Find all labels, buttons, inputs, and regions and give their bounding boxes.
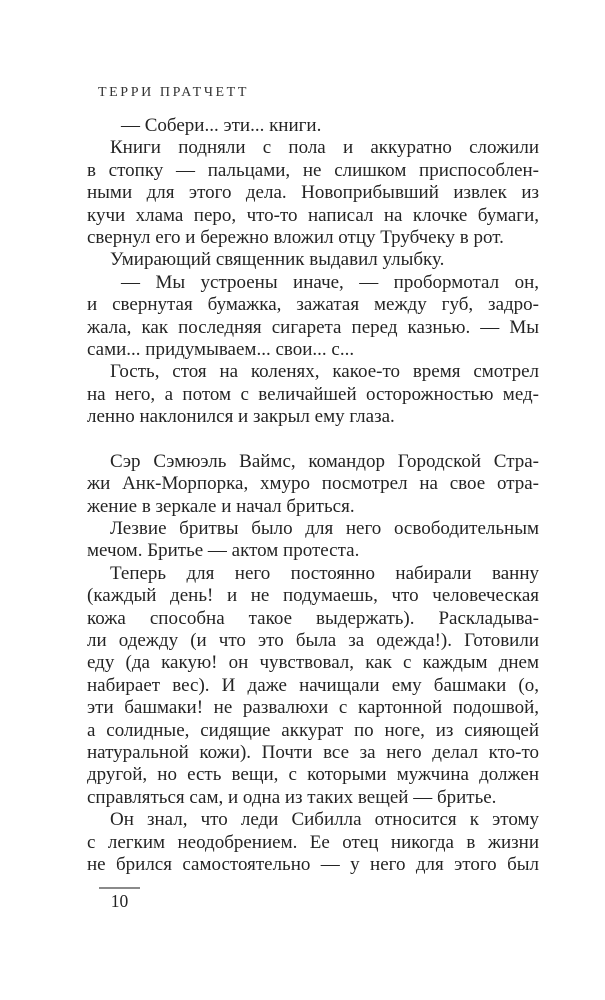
text-line: Лезвие бритвы было для него освободительным [110, 518, 539, 540]
text-line: на него, а потом с величайшей осторожностью мед- [87, 383, 539, 405]
text-line: в стопку — пальцами, не слишком приспособлен- [87, 159, 539, 181]
text-line: сами... придумываем... свои... с... [87, 338, 355, 360]
text-line: жи Анк-Морпорка, хмуро посмотрел на свое отра- [87, 473, 539, 495]
text-block [87, 115, 539, 876]
text-line: натуральной кожи). Почти все за него делал кто-то [87, 741, 539, 763]
text-line: и свернутая бумажка, зажатая между губ, задро- [87, 294, 539, 316]
text-line: набирает вес). И даже начищали ему башмаки (о, [87, 674, 539, 696]
paragraph [87, 249, 539, 271]
text-line: Книги подняли с пола и аккуратно сложили [110, 137, 539, 159]
text-line: ли одежду (и что это была за одежда!). Готовили [87, 629, 539, 651]
text-line: не брился самостоятельно — у него для этого был [87, 853, 539, 875]
page-number: 10 [110, 891, 129, 911]
text-line: жение в зеркале и начал бриться. [87, 495, 355, 517]
text-line: (каждый день! и не подумаешь, что человеческая [87, 585, 539, 607]
text-line: мечом. Бритье — актом протеста. [87, 540, 360, 562]
text-line: свернул его и бережно вложил отцу Трубчеку в рот. [87, 226, 504, 248]
text-line: другой, но есть вещи, с которыми мужчина должен [87, 764, 539, 786]
text-line: Он знал, что леди Сибилла относится к этому [110, 809, 539, 831]
paragraph [87, 137, 539, 249]
text-line: Гость, стоя на коленях, какое-то время смотрел [110, 361, 539, 383]
scene-break-spacer [87, 428, 539, 450]
text-line: — Собери... эти... книги. [121, 115, 322, 136]
paragraph [87, 361, 539, 428]
text-line: эти башмаки! не развалюхи с картонной подошвой, [87, 697, 539, 719]
paragraph [87, 809, 539, 876]
text-line: ными для этого дела. Новоприбывший извлек из [87, 182, 539, 204]
paragraph [87, 518, 539, 563]
page-number-rule [99, 887, 140, 889]
text-line: еду (да какую! он чувствовал, как с каждым днем [87, 652, 539, 674]
text-line: ленно наклонился и закрыл ему глаза. [87, 406, 395, 428]
text-line: а солидные, сидящие аккурат по ноге, из сияющей [87, 719, 539, 741]
text-line: кожа способна такое выдержать). Раскладыва- [87, 607, 539, 629]
text-line: — Мы устроены иначе, — пробормотал он, [121, 271, 539, 293]
running-head: ТЕРРИ ПРАТЧЕТТ [98, 85, 249, 100]
paragraph [87, 272, 539, 362]
text-line: Умирающий священник выдавил улыбку. [110, 249, 445, 271]
text-line: с легким неодобрением. Ее отец никогда в жизни [87, 831, 539, 853]
text-line: Сэр Сэмюэль Ваймс, командор Городской Стра- [110, 450, 539, 472]
text-line: Теперь для него постоянно набирали ванну [110, 562, 539, 584]
paragraph [87, 451, 539, 518]
text-line: кучи хлама перо, что-то написал на клочке бумаги, [87, 204, 539, 226]
paragraph [87, 563, 539, 809]
paragraph [87, 115, 539, 137]
text-line: жала, как последняя сигарета перед казнью. — Мы [87, 316, 539, 338]
text-line: справляться сам, и одна из таких вещей — бритье. [87, 786, 497, 808]
